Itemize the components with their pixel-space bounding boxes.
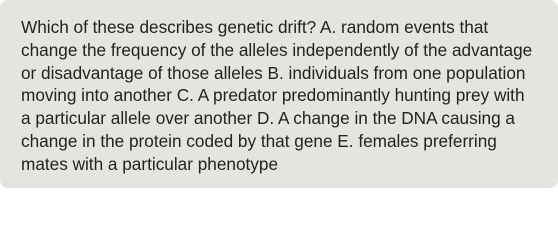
question-text: Which of these describes genetic drift? A. random events that change the frequency of the alleles independently of the advantage or disadvantage of those alleles B. individuals from one population moving into another C. A predator predominantly hunting prey with a particular allele over another D. A change in the DNA causing a change in the protein coded by that gene E. females preferring mates with a particular phenotype bbox=[21, 17, 533, 174]
